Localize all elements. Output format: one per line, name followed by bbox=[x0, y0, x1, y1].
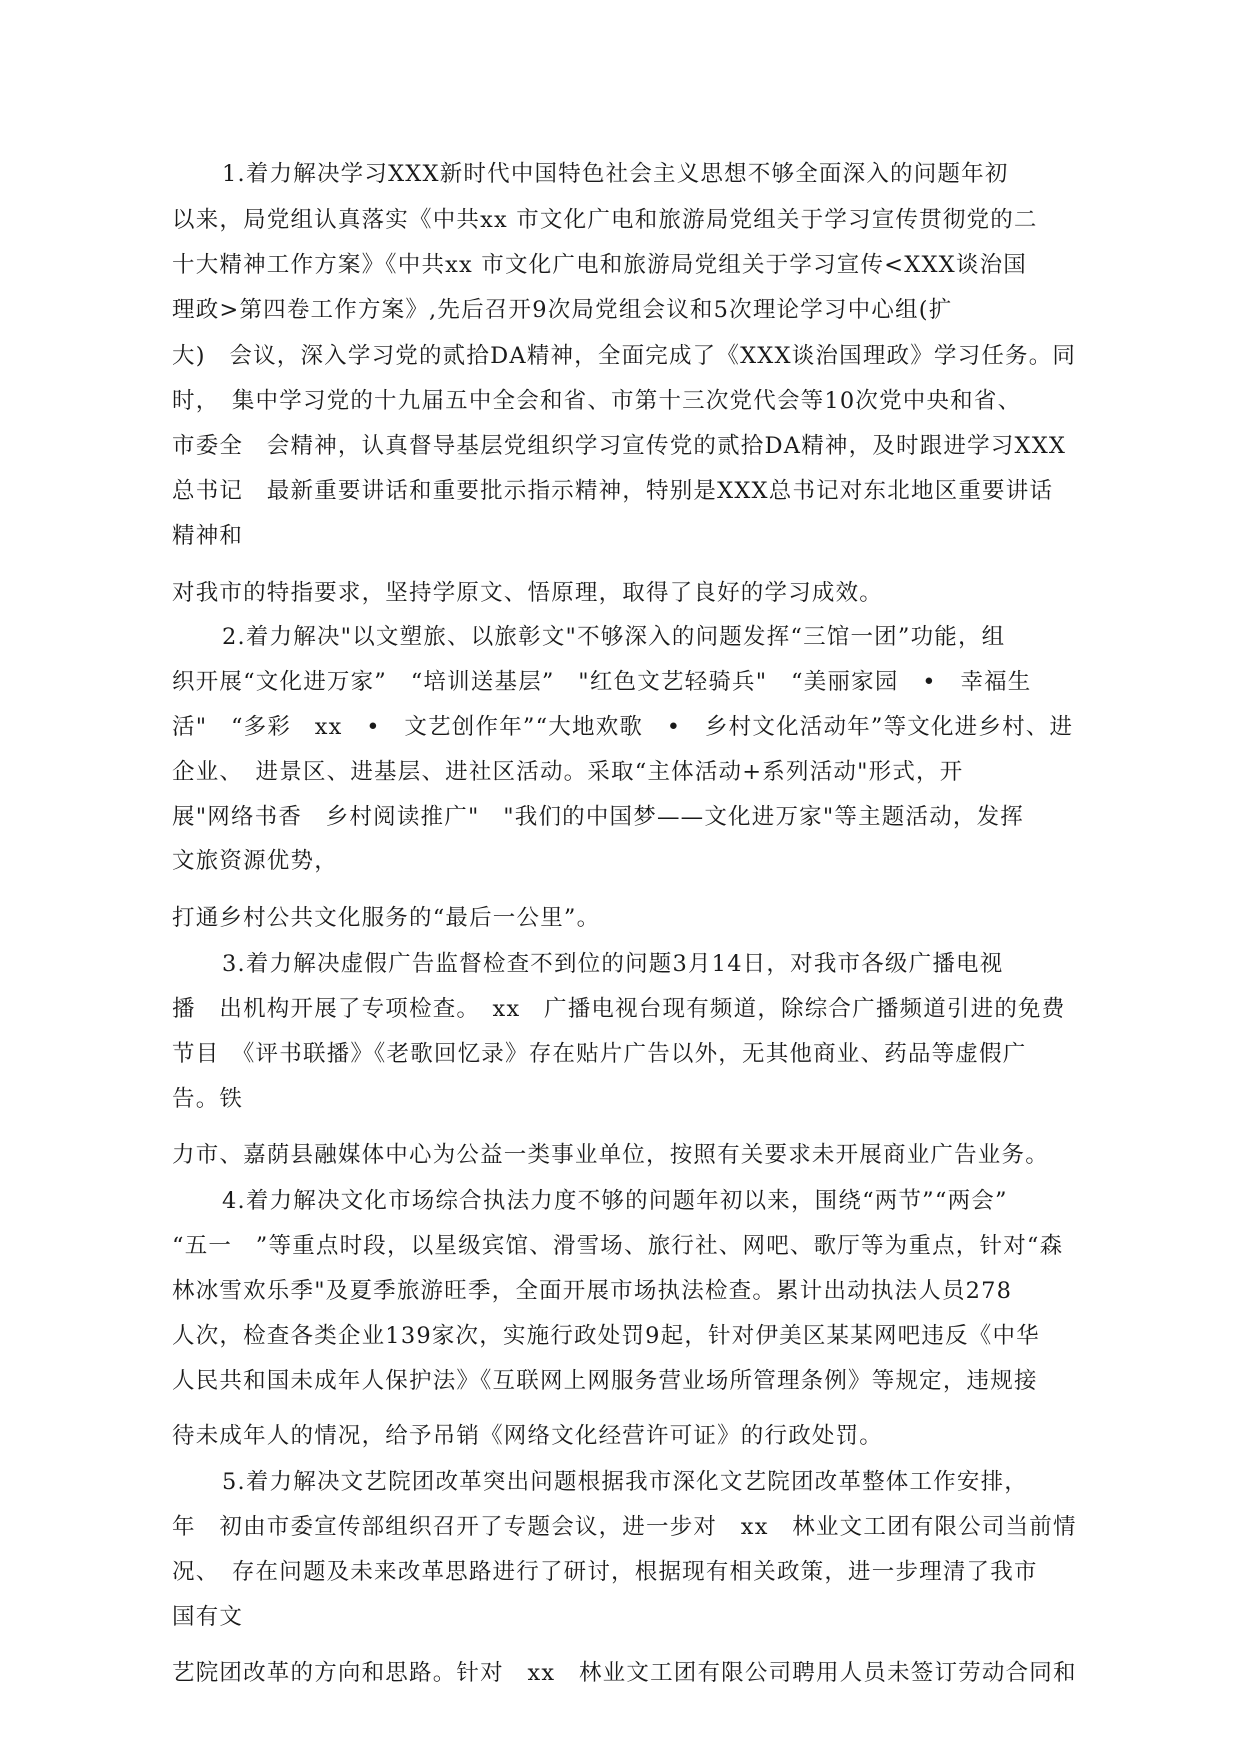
paragraph-2-line-2: 织开展“文化进万家” “培训送基层” "红色文艺轻骑兵" “美丽家园 • 幸福生 bbox=[172, 669, 1032, 695]
paragraph-1-line-5: 大) 会议，深入学习党的贰拾DA精神，全面完成了《XXX谈治国理政》学习任务。同 bbox=[172, 343, 1077, 369]
paragraph-3-line-4: 告。铁 bbox=[172, 1086, 244, 1112]
paragraph-4-line-3: 林冰雪欢乐季"及夏季旅游旺季，全面开展市场执法检查。累计出动执法人员278 bbox=[172, 1278, 1013, 1304]
paragraph-2-line-1: 2.着力解决"以文塑旅、以旅彰文"不够深入的问题发挥“三馆一团”功能，组 bbox=[222, 624, 1006, 650]
paragraph-1-line-2: 以来，局党组认真落实《中共xx 市文化广电和旅游局党组关于学习宣传贯彻党的二 bbox=[172, 207, 1038, 233]
paragraph-2-line-3: 活" “多彩 xx • 文艺创作年”“大地欢歌 • 乡村文化活动年”等文化进乡村、进 bbox=[172, 714, 1074, 740]
paragraph-3-line-1: 3.着力解决虚假广告监督检查不到位的问题3月14日，对我市各级广播电视 bbox=[222, 951, 1004, 977]
paragraph-2-line-5: 展"网络书香 乡村阅读推广" "我们的中国梦——文化进万家"等主题活动，发挥 bbox=[172, 804, 1024, 830]
paragraph-2-line-6: 文旅资源优势， bbox=[172, 848, 338, 874]
paragraph-2-line-7: 打通乡村公共文化服务的“最后一公里”。 bbox=[172, 905, 601, 931]
paragraph-4-line-6: 待未成年人的情况，给予吊销《网络文化经营许可证》的行政处罚。 bbox=[172, 1423, 884, 1449]
paragraph-1-line-7: 市委全 会精神，认真督导基层党组织学习宣传党的贰拾DA精神，及时跟进学习XXX bbox=[172, 433, 1067, 459]
paragraph-5-line-3: 况、 存在问题及未来改革思路进行了研讨，根据现有相关政策，进一步理清了我市 bbox=[172, 1559, 1038, 1585]
paragraph-5-line-2: 年 初由市委宣传部组织召开了专题会议，进一步对 xx 林业文工团有限公司当前情 bbox=[172, 1514, 1077, 1540]
paragraph-1-line-10: 对我市的特指要求，坚持学原文、悟原理，取得了良好的学习成效。 bbox=[172, 580, 884, 606]
paragraph-1-line-3: 十大精神工作方案》《中共xx 市文化广电和旅游局党组关于学习宣传<XXX谈治国 bbox=[172, 252, 1027, 278]
paragraph-2-line-4: 企业、 进景区、进基层、进社区活动。采取“主体活动+系列活动"形式，开 bbox=[172, 759, 964, 785]
paragraph-3-line-2: 播 出机构开展了专项检查。 xx 广播电视台现有频道，除综合广播频道引进的免费 bbox=[172, 996, 1066, 1022]
paragraph-1-line-1: 1.着力解决学习XXX新时代中国特色社会主义思想不够全面深入的问题年初 bbox=[222, 161, 1009, 187]
paragraph-4-line-5: 人民共和国未成年人保护法》《互联网上网服务营业场所管理条例》等规定，违规接 bbox=[172, 1368, 1038, 1394]
paragraph-1-line-8: 总书记 最新重要讲话和重要批示指示精神，特别是XXX总书记对东北地区重要讲话 bbox=[172, 478, 1054, 504]
paragraph-4-line-1: 4.着力解决文化市场综合执法力度不够的问题年初以来，围绕“两节”“两会” bbox=[222, 1188, 1008, 1214]
paragraph-5-line-1: 5.着力解决文艺院团改革突出问题根据我市深化文艺院团改革整体工作安排， bbox=[222, 1469, 1028, 1495]
paragraph-4-line-2: “五一 ”等重点时段，以星级宾馆、滑雪场、旅行社、网吧、歌厅等为重点，针对“森 bbox=[172, 1233, 1064, 1259]
paragraph-3-line-3: 节目 《评书联播》《老歌回忆录》存在贴片广告以外，无其他商业、药品等虚假广 bbox=[172, 1041, 1027, 1067]
paragraph-1-line-4: 理政>第四卷工作方案》,先后召开9次局党组会议和5次理论学习中心组(扩 bbox=[172, 297, 953, 323]
paragraph-3-line-5: 力市、嘉荫县融媒体中心为公益一类事业单位，按照有关要求未开展商业广告业务。 bbox=[172, 1142, 1049, 1168]
paragraph-1-line-9: 精神和 bbox=[172, 523, 244, 549]
paragraph-5-line-4: 国有文 bbox=[172, 1604, 244, 1630]
paragraph-1-line-6: 时， 集中学习党的十九届五中全会和省、市第十三次党代会等10次党中央和省、 bbox=[172, 388, 1022, 414]
paragraph-4-line-4: 人次，检查各类企业139家次，实施行政处罚9起，针对伊美区某某网吧违反《中华 bbox=[172, 1323, 1040, 1349]
paragraph-5-line-5: 艺院团改革的方向和思路。针对 xx 林业文工团有限公司聘用人员未签订劳动合同和 bbox=[172, 1660, 1077, 1686]
